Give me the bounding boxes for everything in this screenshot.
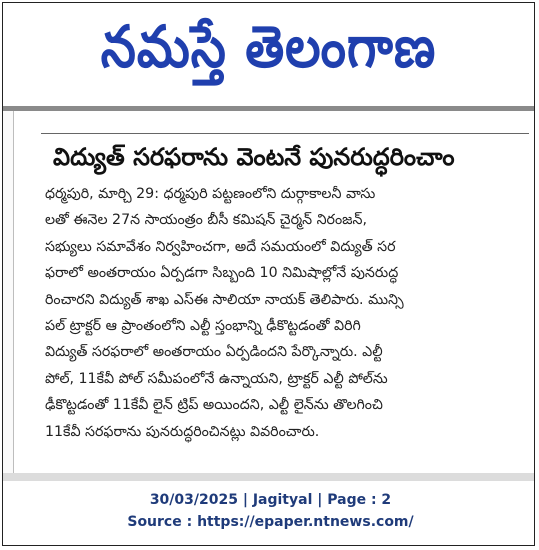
article-line: రించారని విద్యుత్ శాఖ ఎస్ఈ సాలియా నాయక్ తెలిపారు. మున్సి: [45, 291, 404, 308]
article-headline: విద్యుత్ సరఫరాను వెంటనే పునరుద్ధరించాం: [53, 143, 455, 171]
article-line: 11కేవీ సరఫరాను పునరుద్ధరించినట్లు వివరించారు.: [45, 423, 320, 440]
article-line: లతో ఈనెల 27న సాయంత్రం బీసీ కమిషన్ చైర్మన్ నిరంజన్,: [45, 212, 368, 229]
masthead: [3, 3, 534, 106]
source-link[interactable]: Source : https://epaper.ntnews.com/: [127, 514, 414, 530]
article-body: [45, 181, 529, 445]
article-line: పల్ ట్రాక్టర్ ఆ ప్రాంతంలోని ఎల్టీ స్తంభాన్ని ఢీకొట్టడంతో విరిగి: [45, 317, 361, 334]
column-gutter: [3, 111, 14, 473]
article-line: ధర్మపురి, మార్చి 29: ధర్మపురి పట్టణంలోని దుర్గాకాలనీ వాసు: [45, 186, 376, 202]
article-line: ఫరాలో అంతరాయం ఏర్పడగా సిబ్బంది 10 నిమిషాల్లోనే పునరుద్ధ: [45, 265, 399, 282]
article-line: విద్యుత్ సరఫరాలో అంతరాయం ఏర్పడిందని పేర్కొన్నారు. ఎల్టీ: [45, 344, 383, 361]
article-line: సభ్యులు సమావేశం నిర్వహించగా, అదే సమయంలో విద్యుత్ సర: [45, 238, 396, 255]
article-line: పోల్, 11కేవీ పోల్ సమీపంలోనే ఉన్నాయని, ట్రాక్టర్ ఎల్టీ పోల్‌ను: [45, 370, 388, 387]
clipping-bottom-edge: [3, 473, 534, 481]
headline-top-rule: [41, 133, 529, 134]
clipping-frame: [2, 2, 535, 546]
newspaper-logo: నమస్తే తెలంగాణ: [100, 13, 437, 81]
edition-info: 30/03/2025 | Jagityal | Page : 2: [149, 492, 392, 508]
source-footer: [3, 489, 538, 533]
article-line: ఢీకొట్టడంతో 11కేవీ లైన్ ట్రిప్ అయిందని, ఎల్టీ లైన్‌ను తొలగించి: [45, 397, 383, 414]
